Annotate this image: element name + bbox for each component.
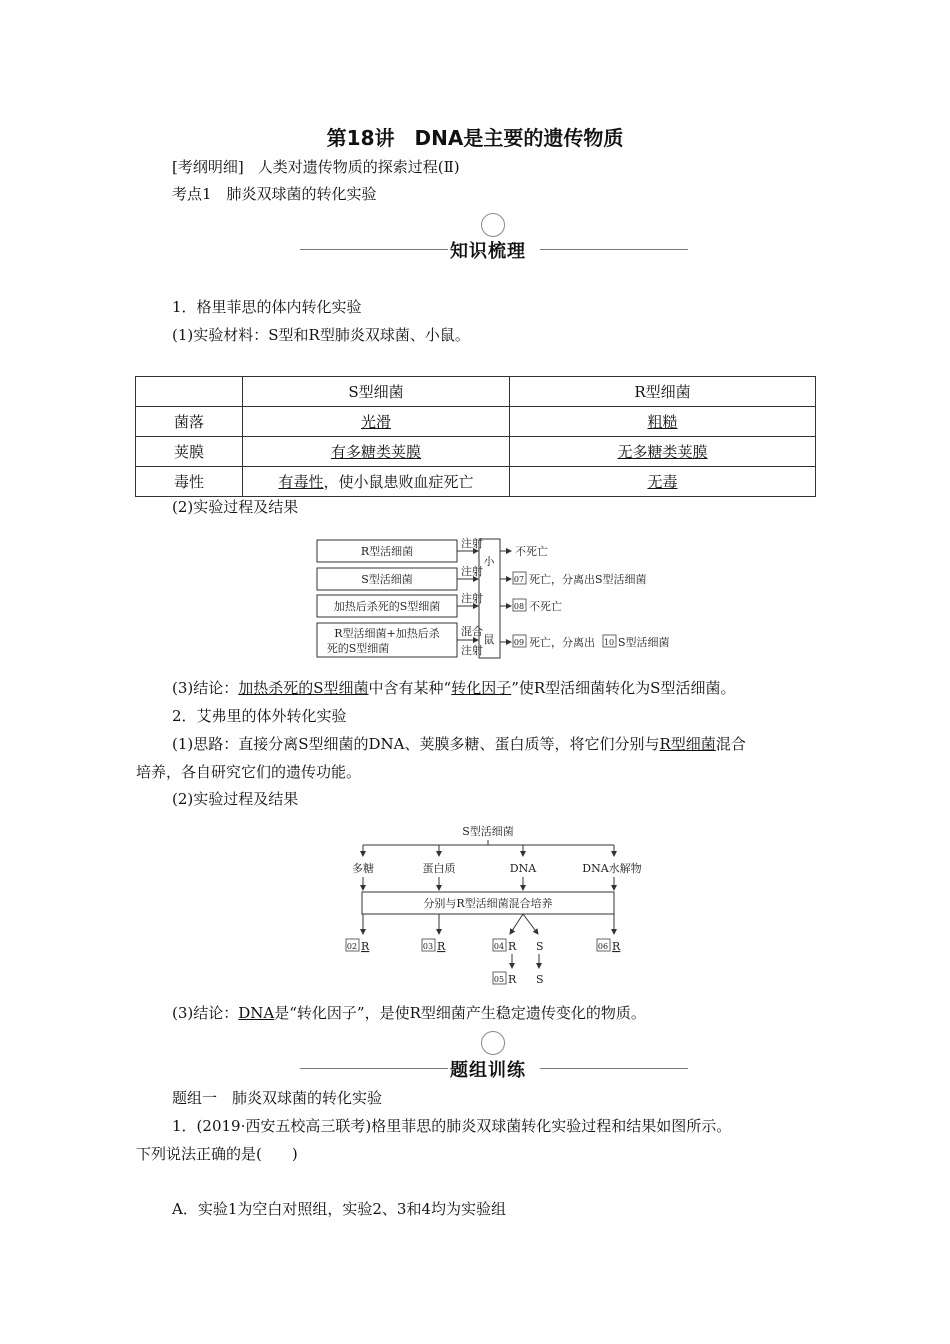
table-row: [136, 467, 816, 497]
input-label: 加热后杀死的S型细菌: [333, 600, 441, 613]
cell-value: 光滑: [360, 413, 391, 431]
cell-r-colony: [510, 407, 816, 437]
outcome-label: R: [508, 973, 517, 986]
blank-number: 02: [346, 942, 358, 951]
cell-value-rest: ，使小鼠患败血症死亡: [323, 473, 474, 491]
blank-number: 07: [513, 575, 525, 584]
lightbulb-icon: [481, 1031, 505, 1055]
component-label: 蛋白质: [422, 862, 456, 875]
row-label-capsule: 荚膜: [136, 437, 243, 467]
table-row: [136, 437, 816, 467]
mouse-label-top: 小: [483, 555, 495, 568]
source-label: S型活细菌: [462, 825, 514, 838]
result-label: S型活细菌: [618, 636, 670, 649]
outline-text: 人类对遗传物质的探索过程(Ⅱ): [257, 158, 460, 176]
table-header-r: R型细菌: [510, 377, 816, 407]
result-label: 死亡，分离出: [529, 636, 595, 649]
idea-line-2: 培养，各自研究它们的遗传功能。: [136, 763, 362, 781]
outcome-label: S: [536, 940, 544, 953]
blank-number: 06: [597, 942, 609, 951]
conclusion-prefix: (3)结论：: [172, 679, 239, 697]
conclusion-2: [172, 1003, 646, 1023]
section-divider-right: [540, 249, 688, 250]
cell-s-virulence: [243, 467, 510, 497]
section-divider-right: [540, 1068, 688, 1069]
cell-value: 有毒性: [278, 473, 324, 491]
cell-value: 粗糙: [647, 413, 678, 431]
component-label: 多糖: [352, 862, 374, 875]
conclusion-underline: DNA: [238, 1004, 275, 1022]
section-title-zhishi: 知识梳理: [450, 241, 526, 262]
idea-text: (1)思路：直接分离S型细菌的DNA、荚膜多糖、蛋白质等，将它们分别与: [172, 735, 660, 753]
section-title-tizu: 题组训练: [450, 1060, 526, 1081]
group-heading: 题组一 肺炎双球菌的转化实验: [172, 1089, 383, 1107]
action-label: 注射: [461, 644, 483, 657]
outcome-label: R: [612, 940, 621, 953]
action-label: 注射: [461, 592, 483, 605]
table-header-s: S型细菌: [243, 377, 510, 407]
cell-r-virulence: [510, 467, 816, 497]
conclusion-text: ”使R型活细菌转化为S型活细菌。: [511, 679, 736, 697]
section-divider-left: [300, 249, 448, 250]
input-label: R型活细菌+加热后杀: [334, 627, 440, 640]
avery-diagram: [340, 820, 650, 990]
culture-label: 分别与R型活细菌混合培养: [423, 897, 553, 910]
page-title: 第18讲 DNA是主要的遗传物质: [326, 126, 624, 150]
action-label: 注射: [461, 537, 483, 550]
question-1-line-2: 下列说法正确的是( ): [136, 1145, 298, 1163]
result-label: 死亡，分离出S型活细菌: [529, 573, 647, 586]
heading-avery: 2．艾弗里的体外转化实验: [172, 707, 347, 725]
outcome-label: R: [508, 940, 517, 953]
blank-number: 08: [513, 602, 525, 611]
conclusion-underline: 加热杀死的S型细菌: [238, 679, 369, 697]
option-a[interactable]: A．实验1为空白对照组，实验2、3和4均为实验组: [172, 1200, 507, 1218]
component-label: DNA水解物: [582, 862, 642, 875]
conclusion-1: [172, 678, 735, 698]
conclusion-prefix: (3)结论：: [172, 1004, 239, 1022]
mouse-label-bottom: 鼠: [483, 633, 495, 646]
idea-text: 混合: [715, 735, 746, 753]
result-label: 不死亡: [515, 545, 548, 558]
heading-griffith: 1．格里菲思的体内转化实验: [172, 298, 362, 316]
bacteria-comparison-table: [135, 376, 816, 497]
blank-number: 04: [493, 942, 505, 951]
process-heading-1: (2)实验过程及结果: [172, 498, 299, 516]
cell-r-capsule: [510, 437, 816, 467]
conclusion-underline: 转化因子: [451, 679, 512, 697]
outcome-label: S: [536, 973, 544, 986]
component-label: DNA: [509, 862, 537, 875]
cell-value: 无毒: [647, 473, 678, 491]
process-heading-2: (2)实验过程及结果: [172, 790, 299, 808]
blank-number: 09: [513, 638, 525, 647]
materials-text: (1)实验材料：S型和R型肺炎双球菌、小鼠。: [172, 326, 470, 344]
question-1-line-1: 1．(2019·西安五校高三联考)格里菲思的肺炎双球菌转化实验过程和结果如图所示。: [172, 1117, 732, 1135]
table-header-row: [136, 377, 816, 407]
row-label-colony: 菌落: [136, 407, 243, 437]
input-label: S型活细菌: [361, 573, 413, 586]
cell-s-capsule: [243, 437, 510, 467]
conclusion-text: 中含有某种“: [368, 679, 452, 697]
section-divider-left: [300, 1068, 448, 1069]
pencil-icon: [481, 213, 505, 237]
kaodian-heading: 考点1 肺炎双球菌的转化实验: [172, 185, 377, 203]
blank-number: 03: [422, 942, 434, 951]
cell-value: 有多糖类荚膜: [330, 443, 421, 461]
arrow: [523, 914, 538, 934]
blank-number: 05: [493, 975, 505, 984]
outcome-label: R: [361, 940, 370, 953]
idea-line-1: [172, 734, 746, 754]
outcome-label: R: [437, 940, 446, 953]
result-label: 不死亡: [529, 600, 562, 613]
idea-underline: R型细菌: [659, 735, 716, 753]
griffith-diagram: [310, 533, 690, 663]
arrow: [510, 914, 523, 934]
conclusion-text: 是“转化因子”，是使R型细菌产生稳定遗传变化的物质。: [274, 1004, 646, 1022]
action-label: 注射: [461, 565, 483, 578]
input-label: 死的S型细菌: [326, 642, 390, 655]
action-label: 混合: [461, 625, 483, 638]
cell-s-colony: [243, 407, 510, 437]
row-label-virulence: 毒性: [136, 467, 243, 497]
outline-line: [172, 157, 460, 177]
table-corner-cell: [136, 377, 243, 407]
cell-value: 无多糖类荚膜: [617, 443, 708, 461]
input-label: R型活细菌: [360, 545, 414, 558]
outline-tag: [考纲明细]: [172, 158, 244, 176]
blank-number: 10: [603, 638, 615, 647]
table-row: [136, 407, 816, 437]
